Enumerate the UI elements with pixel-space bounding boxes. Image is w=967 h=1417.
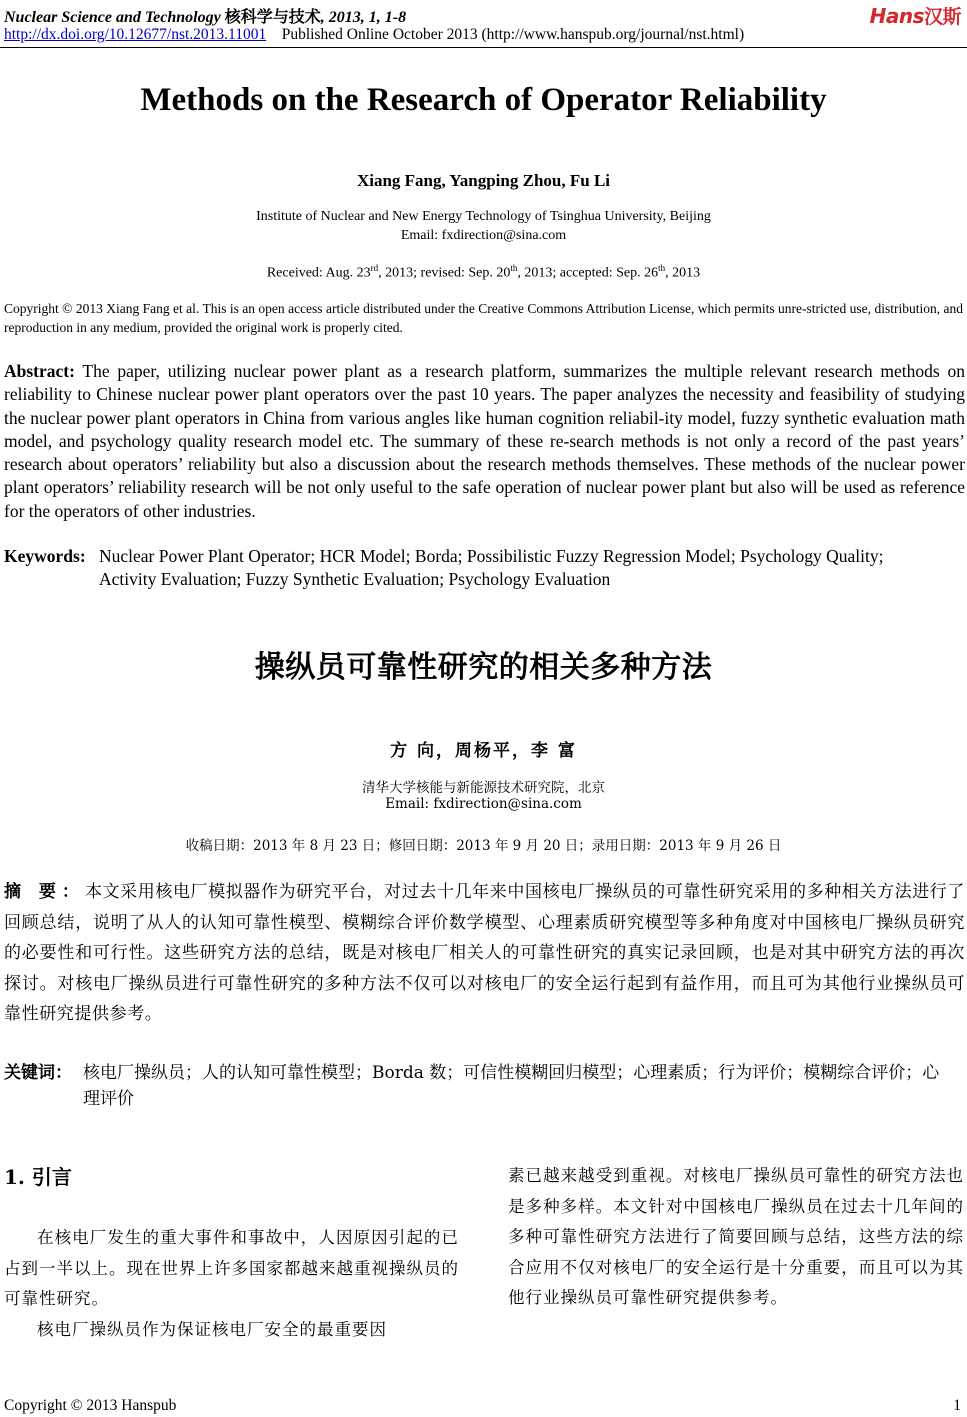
paper-title-cn: 操纵员可靠性研究的相关多种方法 xyxy=(254,650,713,685)
published-online: Published Online October 2013 (http://www.hanspub.org/journal/nst.html) xyxy=(281,26,745,43)
journal-name xyxy=(4,4,406,27)
header-divider xyxy=(0,47,967,48)
author-list: Xiang Fang, Yangping Zhou, Fu Li xyxy=(356,171,611,190)
page-number: 1 xyxy=(953,1397,961,1414)
abstract xyxy=(4,360,965,523)
journal-name-cn: 核科学与技术 xyxy=(224,9,321,26)
body-column-right xyxy=(508,1161,964,1314)
copyright-notice: Copyright © 2013 Xiang Fang et al. This is an open access article distributed under the Creative Commons Attribution License, which permits unre-stricted use, distribution, and reproduction in any medium, provided the original work is properly cited. xyxy=(4,301,963,335)
keywords-label: Keywords: xyxy=(4,546,86,566)
received-dates: Received: Aug. 23rd, 2013; revised: Sep. 20th, 2013; accepted: Sep. 26th, 2013 xyxy=(266,263,701,281)
paragraph: 在核电厂发生的重大事件和事故中，人因原因引起的已占到一半以上。现在世界上许多国家都越来越重视操纵员的可靠性研究。 xyxy=(4,1228,459,1308)
abstract-label-cn: 摘 要： xyxy=(4,882,85,902)
paragraph: 核电厂操纵员作为保证核电厂安全的最重要因 xyxy=(37,1319,387,1339)
abstract-label: Abstract: xyxy=(4,361,75,381)
journal-issue: , 2013, 1, 1-8 xyxy=(320,9,407,26)
abstract-text-cn: 本文采用核电厂模拟器作为研究平台，对过去十几年来中国核电厂操纵员的可靠性研究采用的多种相关方法进行了回顾总结，说明了从人的认知可靠性模型、模糊综合评价数学模型、心理素质研究模型等多种角度对中国核电厂操纵员研究的必要性和可行性。这些研究方法的总结，既是对核电厂相关人的可靠性研究的真实记录回顾，也是对其中研究方法的再次探讨。对核电厂操纵员进行可靠性研究的多种方法不仅可以对核电厂的安全运行起到有益作用，而且可为其他行业操纵员可靠性研究提供参考。 xyxy=(4,882,966,1024)
journal-name-en: Nuclear Science and Technology xyxy=(4,9,221,26)
affiliation-cn: 清华大学核能与新能源技术研究院，北京 xyxy=(362,780,605,796)
doi-link[interactable]: http://dx.doi.org/10.12677/nst.2013.11001 xyxy=(4,26,267,43)
section-heading-introduction: 1. 引言 xyxy=(4,1165,72,1189)
keywords-label-cn: 关键词： xyxy=(4,1063,72,1083)
email: Email: fxdirection@sina.com xyxy=(400,228,567,243)
author-list-cn: 方 向，周杨平，李 富 xyxy=(390,741,577,761)
affiliation: Institute of Nuclear and New Energy Technology of Tsinghua University, Beijing xyxy=(256,209,711,224)
dates-cn: 收稿日期：2013 年 8 月 23 日；修回日期：2013 年 9 月 20 日；录用日期：2013 年 9 月 26 日 xyxy=(185,838,782,854)
paper-title: Methods on the Research of Operator Reliability xyxy=(140,82,827,118)
hans-logo: Hans汉斯 xyxy=(869,4,961,28)
abstract-text: The paper, utilizing nuclear power plant as a research platform, summarizes the multiple relevant research methods on reliability to Chinese nuclear power plant operators over the past 10 years. The paper analyzes the necessity and feasibility of studying the nuclear power plant operators in China from various angles like human cognition reliabil-ity model, fuzzy synthetic evaluation math model, and psychology quality research model etc. The summary of these re-search methods is not only a record of the past years’ research about operators’ reliability but also a discussion about the research methods themselves. These methods of the nuclear power plant operators’ reliability research will be not only useful to the safe operation of nuclear power plant but also will be used as reference for the operators of other industries. xyxy=(4,361,965,521)
abstract-cn xyxy=(4,877,965,1030)
email-cn: Email: fxdirection@sina.com xyxy=(385,796,582,812)
keywords-text-cn: 核电厂操纵员；人的认知可靠性模型；Borda 数；可信性模糊回归模型；心理素质；行为评价；模糊综合评价；心理评价 xyxy=(83,1063,940,1109)
header-line-2 xyxy=(4,26,744,44)
paragraph: 素已越来越受到重视。对核电厂操纵员可靠性的研究方法也是多种多样。本文针对中国核电厂操纵员在过去十几年间的多种可靠性研究方法进行了简要回顾与总结，这些方法的综合应用不仅对核电厂的安全运行是十分重要，而且可以为其他行业操纵员可靠性研究提供参考。 xyxy=(508,1166,964,1307)
footer-copyright: Copyright © 2013 Hanspub xyxy=(4,1397,177,1414)
body-column-left xyxy=(4,1223,459,1345)
keywords-text: Nuclear Power Plant Operator; HCR Model; Borda; Possibilistic Fuzzy Regression Model; Psychology Quality; Activity Evaluation; Fuzzy Synthetic Evaluation; Psychology Evaluation xyxy=(99,546,884,589)
